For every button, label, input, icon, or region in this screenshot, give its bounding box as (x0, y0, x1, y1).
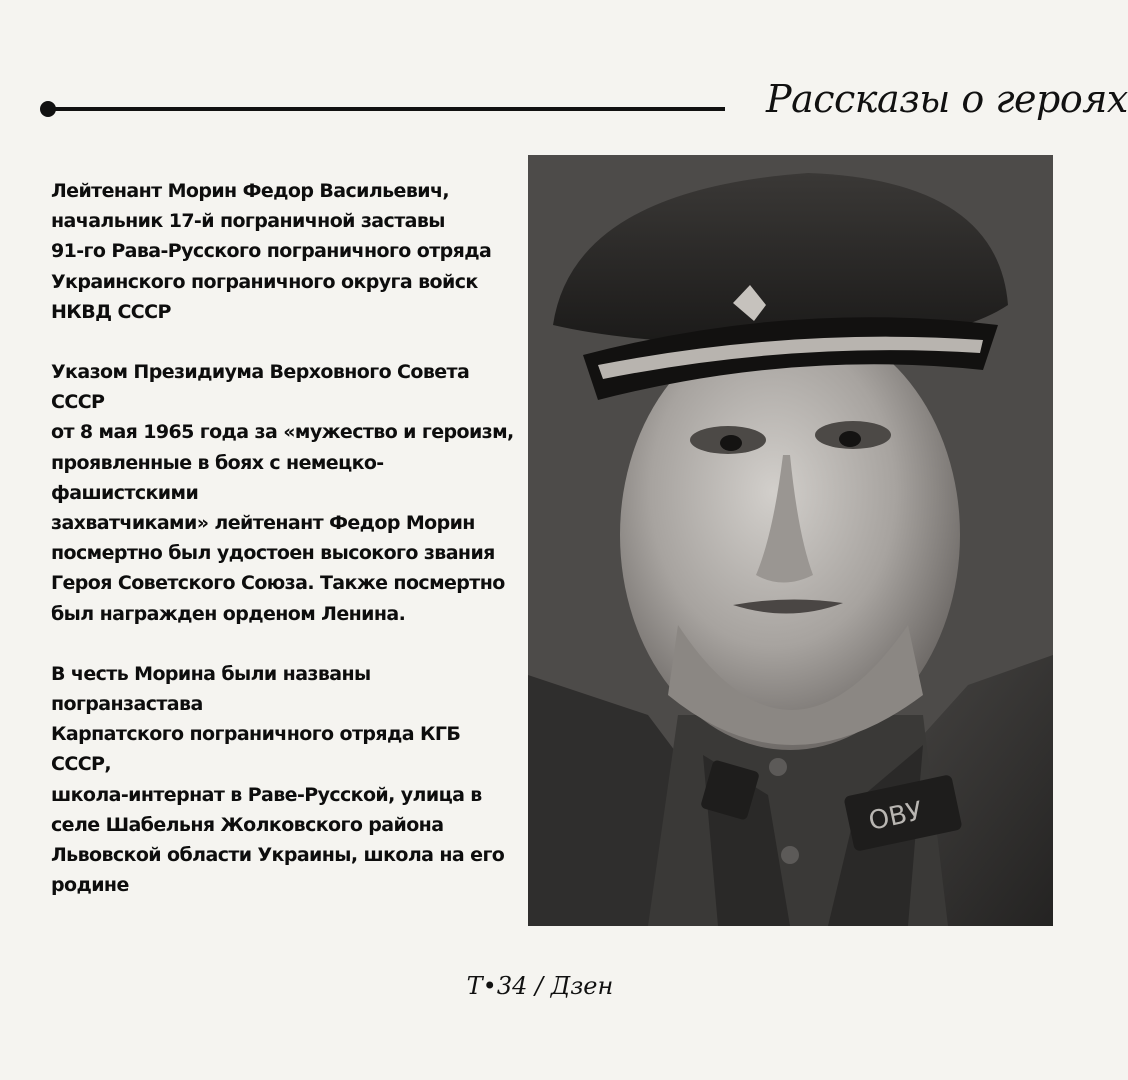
collar-insignia-label: ОВУ (866, 796, 926, 837)
bio-text (51, 176, 521, 930)
portrait-photo (528, 155, 1053, 926)
series-title: Рассказы о героях (766, 77, 1128, 121)
bio-paragraph-rank: Лейтенант Морин Федор Васильевич, начальник 17-й пограничной заставы 91-го Рава-Русского пограничного отряда Украинского пограничного округа войск НКВД СССР (51, 180, 492, 323)
source-credit: Т•34 / Дзен (466, 972, 614, 1000)
bio-paragraph-award: Указом Президиума Верховного Совета СССР от 8 мая 1965 года за «мужество и героизм, проявленные в боях с немецко-фашистскими захватчиками» лейтенант Федор Морин посмертно был удостоен высокого звания Героя Советского Союза. Также посмертно был награжден орденом Ленина. (51, 361, 514, 625)
bio-paragraph-memorial: В честь Морина были названы погранзастава Карпатского пограничного отряда КГБ СССР, школа-интернат в Раве-Русской, улица в селе Шабельня Жолковского района Львовской области Украины, школа на его родине (51, 662, 505, 897)
portrait-illustration (528, 155, 1053, 926)
header-rule-line (48, 107, 725, 111)
